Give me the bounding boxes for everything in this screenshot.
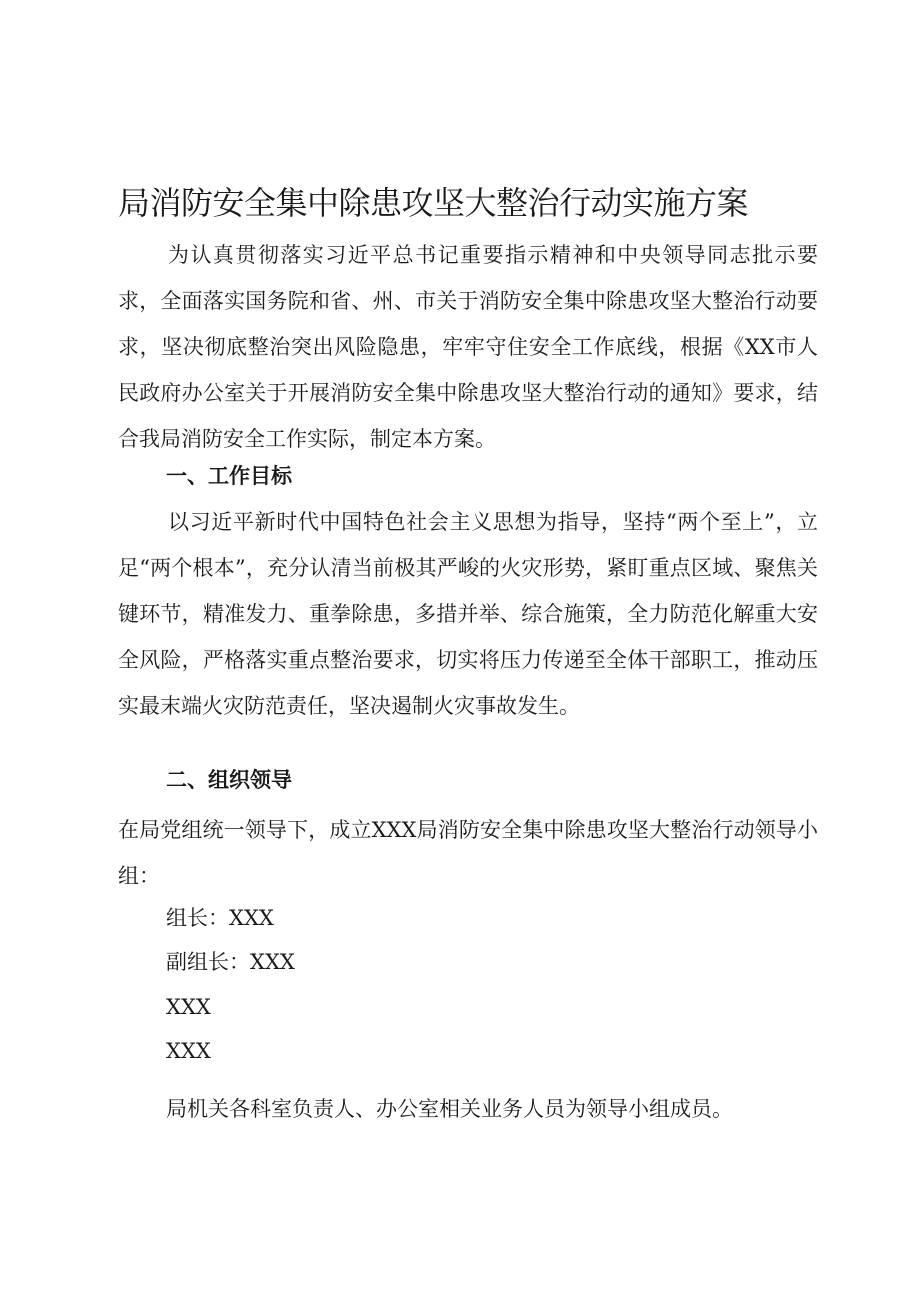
members-note-line: 局机关各科室负责人、办公室相关业务人员为领导小组成员。 — [166, 1097, 733, 1121]
group-leader-line: 组长：XXX — [166, 906, 274, 930]
section-heading-goals: 一、工作目标 — [166, 464, 292, 488]
leadership-paragraph: 在局党组统一领导下，成立XXX局消防安全集中除患攻坚大整治行动领导小组： — [118, 818, 818, 888]
member-line-2: XXX — [166, 1039, 211, 1063]
deputy-leader-line: 副组长：XXX — [166, 950, 295, 974]
intro-paragraph: 为认真贯彻落实习近平总书记重要指示精神和中央领导同志批示要求，全面落实国务院和省、州、市关于消防安全集中除患攻坚大整治行动要求，坚决彻底整治突出风险隐患，牢牢守住安全工作底线，根据《XX市人民政府办公室关于开展消防安全集中除患攻坚大整治行动的通知》要求，结合我局消防安全工作实际，制定本方案。 — [118, 243, 818, 451]
goals-paragraph: 以习近平新时代中国特色社会主义思想为指导，坚持“两个至上”，立足“两个根本”，充分认清当前极其严峻的火灾形势，紧盯重点区域、聚焦关键环节，精准发力、重拳除患，多措并举、综合施策，全力防范化解重大安全风险，严格落实重点整治要求，切实将压力传递至全体干部职工，推动压实最末端火灾防范责任，坚决遏制火灾事故发生。 — [118, 510, 818, 718]
document-title: 局消防安全集中除患攻坚大整治行动实施方案 — [118, 184, 749, 222]
section-heading-leadership: 二、组织领导 — [166, 768, 292, 792]
member-line-1: XXX — [166, 995, 211, 1019]
